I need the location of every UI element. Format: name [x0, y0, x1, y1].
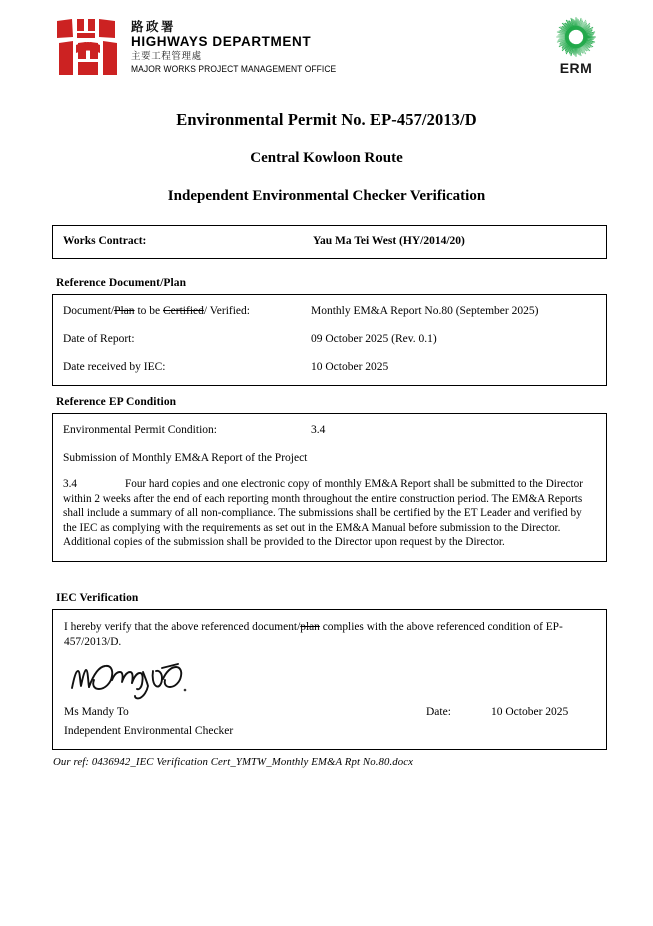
handwritten-signature-mandy-to: [67, 658, 197, 702]
document-header: [0, 0, 653, 92]
date-of-report-label: Date of Report:: [63, 333, 135, 345]
environmental-permit-condition-value: 3.4: [311, 424, 326, 436]
iec-verification-box: [52, 609, 607, 750]
signer-title: Independent Environmental Checker: [64, 725, 234, 737]
hyd-office-chinese: 主要工程管理處: [131, 51, 202, 62]
reference-ep-condition-section-label: Reference EP Condition: [56, 396, 177, 408]
environmental-permit-condition-label: Environmental Permit Condition:: [63, 424, 217, 436]
date-of-report-value: 09 October 2025 (Rev. 0.1): [311, 333, 437, 345]
table-row: [63, 332, 596, 347]
iec-verification-statement: [64, 620, 595, 650]
highways-department-branding: [57, 19, 349, 75]
label-struck-certified: Certified: [163, 305, 204, 317]
erm-wordmark: ERM: [559, 60, 593, 76]
signature-date-label: Date:: [426, 706, 451, 718]
ep-condition-clause: [63, 477, 596, 550]
signature-date-value: 10 October 2025: [491, 706, 569, 718]
signature-details-row: [64, 704, 595, 720]
table-row: [63, 360, 596, 375]
statement-part1: I hereby verify that the above referenced document/: [64, 621, 301, 633]
table-row: [63, 304, 596, 319]
reference-document-box: [52, 294, 607, 386]
date-received-by-iec-label: Date received by IEC:: [63, 361, 166, 373]
hyd-name-chinese: 路政署: [131, 19, 177, 34]
highways-department-arch-logo: [57, 19, 119, 75]
document-to-be-verified-value: Monthly EM&A Report No.80 (September 2025): [311, 305, 539, 317]
hyd-name-english: HIGHWAYS DEPARTMENT: [131, 34, 312, 49]
document-reference-footer: Our ref: 0436942_IEC Verification Cert_YMTW_Monthly EM&A Rpt No.80.docx: [53, 756, 414, 768]
label-struck-plan: Plan: [114, 305, 135, 317]
label-text-part2: to be: [134, 305, 163, 317]
signer-name: Ms Mandy To: [64, 706, 129, 718]
reference-ep-condition-box: [52, 413, 607, 562]
erm-branding: [545, 15, 607, 76]
table-row: [63, 423, 596, 438]
reference-document-section-label: Reference Document/Plan: [56, 277, 187, 289]
document-type-title: Independent Environmental Checker Verification: [167, 188, 486, 204]
ep-condition-subtitle: Submission of Monthly EM&A Report of the Project: [63, 452, 308, 464]
clause-number: 3.4: [63, 478, 77, 490]
document-to-be-verified-label: [63, 304, 311, 319]
project-name: Central Kowloon Route: [250, 150, 403, 166]
iec-verification-section-label: IEC Verification: [56, 592, 139, 604]
label-text-part1: Document/: [63, 305, 115, 317]
works-contract-box: [52, 225, 607, 259]
hyd-office-english: MAJOR WORKS PROJECT MANAGEMENT OFFICE: [131, 64, 337, 74]
statement-struck-plan: plan: [300, 621, 320, 633]
page-title: Environmental Permit No. EP-457/2013/D: [176, 110, 477, 129]
works-contract-row: [63, 234, 596, 249]
label-text-part3: / Verified:: [203, 305, 250, 317]
date-received-by-iec-value: 10 October 2025: [311, 361, 389, 373]
erm-radial-burst-logo: [550, 15, 602, 59]
statement-part2: complies with the above referenced condition of EP-457/2013/D.: [64, 621, 563, 648]
clause-text: Four hard copies and one electronic copy of monthly EM&A Report shall be submitted to the Director within 2 weeks after the end of each reporting month throughout the entire construction period. The EM&A Reports shall include a summary of all non-compliance. The submissions shall be certified by the ET Leader and verified by the IEC as complying with the requirements as set out in the EM&A Manual before submission to the Director. Additional copies of the submission shall be provided to the Director upon request by the Director.: [63, 478, 583, 549]
document-titles: [0, 110, 653, 206]
works-contract-label: Works Contract:: [63, 235, 147, 247]
signature-area: [64, 658, 595, 704]
works-contract-value: Yau Ma Tei West (HY/2014/20): [313, 235, 465, 247]
